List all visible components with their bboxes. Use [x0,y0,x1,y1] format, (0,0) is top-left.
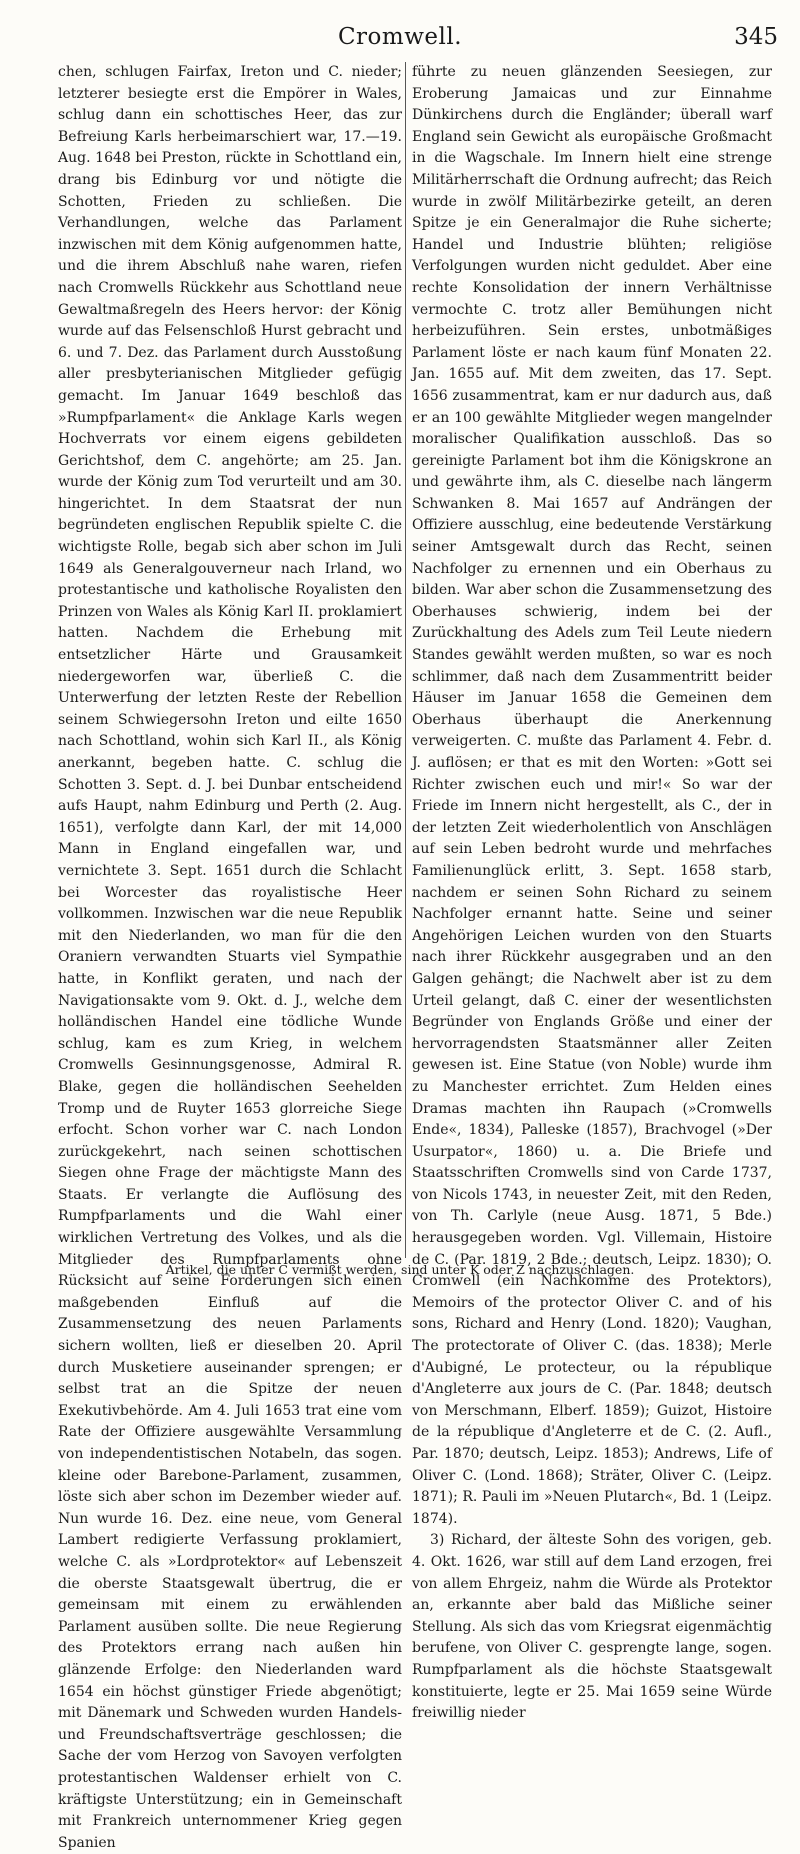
right-column-paragraph-1: führte zu neuen glänzenden Seesiegen, zur Eroberung Jamaicas und zur Einnahme Dünkirchens durch die Engländer; überall warf England sein Gewicht als europäische Großmacht in die Wagschale. Im Innern hielt eine strenge Militärherrschaft die Ordnung aufrecht; das Reich wurde in zwölf Militärbezirke geteilt, an deren Spitze je ein Generalmajor die Ruhe sicherte; Handel und Industrie blühten; religiöse Verfolgungen wurden nicht geduldet. Aber eine rechte Konsolidation der innern Verhältnisse vermochte C. trotz aller Bemühungen nicht herbeizuführen. Sein erstes, unbotmäßiges Parlament löste er nach kaum fünf Monaten 22. Jan. 1655 auf. Mit dem zweiten, das 17. Sept. 1656 zusammentrat, kam er nur dadurch aus, daß er an 100 gewählte Mitglieder wegen mangelnder moralischer Qualifikation ausschloß. Das so gereinigte Parlament bot ihm die Königskrone an und gewährte ihm, als C. dieselbe nach längerm Schwanken 8. Mai 1657 auf Andrängen der Offiziere ausschlug, eine bedeutende Verstärkung seiner Amtsgewalt durch das Recht, seinen Nachfolger zu ernennen und ein Oberhaus zu bilden. War aber schon die Zusammensetzung des Oberhauses schwierig, indem bei der Zurückhaltung des Adels zum Teil Leute niedern Standes gewählt werden mußten, so war es noch schlimmer, daß nach dem Zusammentritt beider Häuser im Januar 1658 die Gemeinen dem Oberhaus überhaupt die Anerkennung verweigerten. C. mußte das Parlament 4. Febr. d. J. auflösen; er that es mit den Worten: »Gott sei Richter zwischen euch und mir!« So war der Friede im Innern nicht hergestellt, als C., der in der letzten Zeit wiederholentlich von Anschlägen auf sein Leben bedroht wurde und mehrfaches Familienunglück erlitt, 3. Sept. 1658 starb, nachdem er seinen Sohn Richard zu seinem Nachfolger ernannt hatte. Seine und seiner Angehörigen Leichen wurden von den Stuarts nach ihrer Rückkehr ausgegraben und an den Galgen gehängt; die Nachwelt aber ist zu dem Urteil gelangt, daß C. einer der wesentlichsten Begründer von Englands Größe und einer der hervorragendsten Staatsmänner aller Zeiten gewesen ist. Eine Statue (von Noble) wurde ihm zu Manchester errichtet. Zum Helden eines Dramas machten ihn Raupach (»Cromwells Ende«, 1834), Palleske (1857), Brachvogel (»Der Usurpator«, 1860) u. a. Die Briefe und Staatsschriften Cromwells sind von Carde 1737, von Nicols 1743, in neuester Zeit, mit den Reden, von Th. Carlyle (neue Ausg. 1871, 5 Bde.) herausgegeben worden. Vgl. Villemain, Histoire de C. (Par. 1819, 2 Bde.; deutsch, Leipz. 1830); O. Cromwell (ein Nachkomme des Protektors), Memoirs of the protector Oliver C. and of his sons, Richard and Henry (Lond. 1820); Vaughan, The protectorate of Oliver C. (das. 1838); Merle d'Aubigné, Le protecteur, ou la république d'Angleterre aux jours de C. (Par. 1848; deutsch von Merschmann, Elberf. 1859); Guizot, Histoire de la république d'Angleterre et de C. (2. Aufl., Par. 1870; deutsch, Leipz. 1853); Andrews, Life of Oliver C. (Lond. 1868); Sträter, Oliver C. (Leipz. 1871); R. Pauli im »Neuen Plutarch«, Bd. 1 (Leipz. 1874). [412,64,772,1527]
column-divider [405,62,406,1258]
right-column [412,62,772,1722]
right-column-paragraph-2: 3) Richard, der älteste Sohn des vorigen, geb. 4. Okt. 1626, war still auf dem Land erzogen, frei von allem Ehrgeiz, nahm die Würde als Protektor an, erkannte aber bald das Mißliche seiner Stellung. Als sich das vom Kriegsrat eigenmächtig berufene, von Oliver C. gesprengte lange, sogen. Rumpfparlament als die höchste Staatsgewalt konstituierte, legte er 25. Mai 1659 seine Würde freiwillig nieder [412,1532,772,1722]
left-column-text: chen, schlugen Fairfax, Ireton und C. nieder; letzterer besiegte erst die Empörer in Wales, schlug dann ein schottisches Heer, das zur Befreiung Karls herbeimarschiert war, 17.—19. Aug. 1648 bei Preston, rückte in Schottland ein, drang bis Edinburg vor und nötigte die Schotten, Frieden zu schließen. Die Verhandlungen, welche das Parlament inzwischen mit dem König aufgenommen hatte, und die ihrem Abschluß nahe waren, riefen nach Cromwells Rückkehr aus Schottland neue Gewaltmaßregeln des Heers hervor: der König wurde auf das Felsenschloß Hurst gebracht und 6. und 7. Dez. das Parlament durch Ausstoßung aller presbyterianischen Mitglieder gefügig gemacht. Im Januar 1649 beschloß das »Rumpfparlament« die Anklage Karls wegen Hochverrats vor einem eigens gebildeten Gerichtshof, dem C. angehörte; am 25. Jan. wurde der König zum Tod verurteilt und am 30. hingerichtet. In dem Staatsrat der nun begründeten englischen Republik spielte C. die wichtigste Rolle, begab sich aber schon im Juli 1649 als Generalgouverneur nach Irland, wo protestantische und katholische Royalisten den Prinzen von Wales als König Karl II. proklamiert hatten. Nachdem die Erhebung mit entsetzlicher Härte und Grausamkeit niedergeworfen war, überließ C. die Unterwerfung der letzten Reste der Rebellion seinem Schwiegersohn Ireton und eilte 1650 nach Schottland, wohin sich Karl II., als König anerkannt, begeben hatte. C. schlug die Schotten 3. Sept. d. J. bei Dunbar entscheidend aufs Haupt, nahm Edinburg und Perth (2. Aug. 1651), verfolgte dann Karl, der mit 14,000 Mann in England eingefallen war, und vernichtete 3. Sept. 1651 durch die Schlacht bei Worcester das royalistische Heer vollkommen. Inzwischen war die neue Republik mit den Niederlanden, wo man für die den Oraniern verwandten Stuarts viel Sympathie hatte, in Konflikt geraten, und nach der Navigationsakte vom 9. Okt. d. J., welche dem holländischen Handel eine tödliche Wunde schlug, kam es zum Krieg, in welchem Cromwells Gesinnungsgenosse, Admiral R. Blake, gegen die holländischen Seehelden Tromp und de Ruyter 1653 glorreiche Siege erfocht. Schon vorher war C. nach London zurückgekehrt, nach seinen schottischen Siegen ohne Frage der mächtigste Mann des Staats. Er verlangte die Auflösung des Rumpfparlaments und die Wahl einer wirklichen Vertretung des Volkes, und als die Mitglieder des Rumpfparlaments ohne Rücksicht auf seine Forderungen sich einen maßgebenden Einfluß auf die Zusammensetzung des neuen Parlaments sichern wollten, ließ er dieselben 20. April durch Musketiere auseinander sprengen; er selbst trat an die Spitze der neuen Exekutivbehörde. Am 4. Juli 1653 trat eine vom Rate der Offiziere ausgewählte Versammlung von independentistischen Notabeln, das sogen. kleine oder Barebone-Parlament, zusammen, löste sich aber schon im Dezember wieder auf. Nun wurde 16. Dez. eine neue, vom General Lambert redigierte Verfassung proklamiert, welche C. als »Lordprotektor« auf Lebenszeit die oberste Staatsgewalt übertrug, die er gemeinsam mit einem zu erwählenden Parlament ausüben sollte. Die neue Regierung des Protektors errang nach außen hin glänzende Erfolge: den Niederlanden ward 1654 ein höchst günstiger Friede abgenötigt; mit Dänemark und Schweden wurden Handels- und Freundschaftsverträge geschlossen; die Sache der vom Herzog von Savoyen verfolgten protestantischen Waldenser erhielt von C. kräftigste Unterstützung; ein in Gemeinschaft mit Frankreich unternommener Krieg gegen Spanien [58,64,402,1851]
footer-note: Artikel, die unter C vermißt werden, sind unter K oder Z nachzuschlagen. [165,1262,635,1277]
page-number: 345 [734,24,778,50]
page-title: Cromwell. [337,24,463,50]
page-header [0,24,800,56]
